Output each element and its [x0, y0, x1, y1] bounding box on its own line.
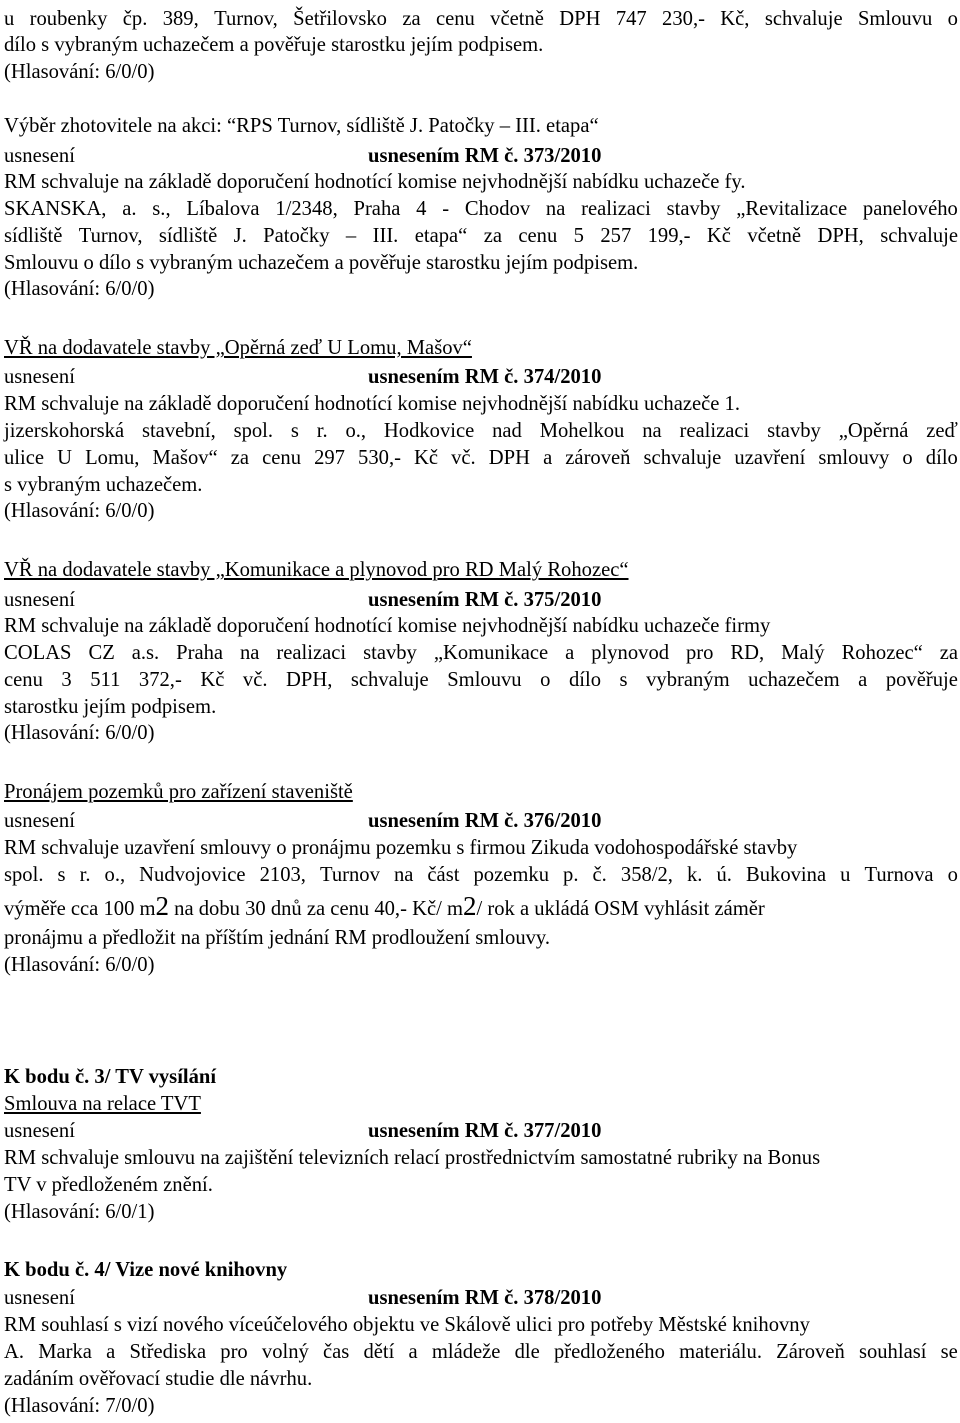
word: U: [57, 447, 72, 469]
text-line: [4, 446, 958, 470]
word: volný: [261, 1341, 309, 1363]
vote-result: (Hlasování: 6/0/0): [4, 722, 155, 744]
text-line: Smlouvu o dílo s vybraným uchazečem a pověřuje starostku jejím podpisem.: [4, 252, 639, 274]
text-line: dílo s vybraným uchazečem a pověřuje starostku jejím podpisem.: [4, 34, 544, 56]
word: ulice: [4, 447, 45, 469]
word: předloženého: [553, 1341, 665, 1363]
word: zároveň: [565, 447, 631, 469]
word: o: [947, 8, 958, 30]
word: část: [427, 864, 460, 886]
word: včetně: [747, 225, 802, 247]
text-line: s vybraným uchazečem.: [4, 474, 203, 496]
word: RD,: [730, 642, 765, 664]
word: spol.: [4, 864, 44, 886]
resolution-label: usnesení: [4, 1120, 75, 1142]
text-line: [4, 7, 958, 31]
text-line: RM schvaluje na základě doporučení hodnotící komise nejvhodnější nabídku uchazeče fy.: [4, 171, 746, 193]
word: DPH: [559, 8, 601, 30]
word: čas: [322, 1341, 350, 1363]
word: roubenky: [29, 8, 108, 30]
word: schvaluje: [350, 669, 429, 691]
word: schvaluje: [764, 8, 843, 30]
resolution-label: usnesení: [4, 145, 75, 167]
text-line: [4, 641, 958, 665]
word: r.: [79, 864, 91, 886]
word: a: [106, 1341, 116, 1363]
word: Lomu,: [85, 447, 140, 469]
resolution-number: usnesením RM č. 378/2010: [368, 1287, 602, 1309]
vote-result: (Hlasování: 6/0/0): [4, 500, 155, 522]
word: dětí: [363, 1341, 395, 1363]
word: 297: [314, 447, 345, 469]
word: Malý: [781, 642, 825, 664]
word: a: [408, 1341, 418, 1363]
resolution-number: usnesením RM č. 377/2010: [368, 1120, 602, 1142]
word: Nudvojovice: [139, 864, 246, 886]
word: Bukovina: [746, 864, 827, 886]
word: dle: [514, 1341, 540, 1363]
word: sídliště: [4, 225, 63, 247]
word: 1/2348,: [275, 198, 338, 220]
resolution-label: usnesení: [4, 810, 75, 832]
word: u: [4, 8, 15, 30]
word: dílo: [925, 447, 958, 469]
word: stavby: [666, 198, 721, 220]
word: Hodkovice: [383, 420, 475, 442]
word: uzavření: [734, 447, 806, 469]
word: mládeže: [431, 1341, 501, 1363]
word: na: [240, 642, 260, 664]
resolution-number: usnesením RM č. 373/2010: [368, 145, 602, 167]
text-fragment: výměře cca 100 m: [4, 898, 156, 920]
text-line: TV v předloženém znění.: [4, 1174, 213, 1196]
word: za: [483, 225, 502, 247]
word: A.: [4, 1341, 25, 1363]
word: 199,-: [647, 225, 691, 247]
word: a: [543, 447, 553, 469]
word: jizerskohorská: [4, 420, 125, 442]
word: nad: [492, 420, 522, 442]
agenda-item-heading: K bodu č. 4/ Vize nové knihovny: [4, 1259, 288, 1281]
word: Marka: [38, 1341, 92, 1363]
word: DPH,: [286, 669, 333, 691]
word: 3: [61, 669, 72, 691]
word: Kč: [200, 669, 225, 691]
resolution-label-row: [4, 365, 602, 389]
resolution-label-row: [4, 809, 602, 833]
word: DPH,: [817, 225, 864, 247]
word: 389,: [162, 8, 199, 30]
resolution-number: usnesením RM č. 375/2010: [368, 589, 602, 611]
resolution-label-row: [4, 1119, 602, 1143]
word: Zároveň: [776, 1341, 845, 1363]
text-line: [4, 668, 958, 692]
word: p.: [563, 864, 579, 886]
vote-result: (Hlasování: 6/0/1): [4, 1201, 155, 1223]
word: Smlouvu: [447, 669, 522, 691]
word: panelového: [862, 198, 958, 220]
word: plynovod: [591, 642, 670, 664]
word: o.,: [104, 864, 126, 886]
text-fragment: na dobu 30 dnů za cenu 40,- Kč/ m: [169, 898, 463, 920]
word: 358/2,: [620, 864, 673, 886]
word: Turnova: [864, 864, 934, 886]
word: schvaluje: [880, 225, 958, 247]
word: na: [545, 198, 566, 220]
resolution-label: usnesení: [4, 589, 75, 611]
word: zeď: [926, 420, 958, 442]
word: pro: [220, 1341, 248, 1363]
word: III.: [372, 225, 399, 247]
word: vybraným: [646, 669, 730, 691]
word: č.: [592, 864, 607, 886]
word: s: [57, 864, 66, 886]
word: za: [402, 8, 421, 30]
word: uchazečem: [748, 669, 840, 691]
word: 530,-: [358, 447, 401, 469]
text-line: zadáním ověřovací studie dle návrhu.: [4, 1368, 313, 1390]
word: Kč: [414, 447, 439, 469]
word: za: [230, 447, 250, 469]
word: u: [840, 864, 851, 886]
word: 5: [573, 225, 584, 247]
word: ú.: [716, 864, 732, 886]
vote-result: (Hlasování: 6/0/0): [4, 278, 155, 300]
word: Líbalova: [186, 198, 260, 220]
word: Kč,: [720, 8, 750, 30]
word: stavby: [767, 420, 821, 442]
section-heading: VŘ na dodavatele stavby „Opěrná zeď U Lomu, Mašov“: [4, 337, 472, 359]
superscript: 2: [155, 891, 170, 921]
word: vč.: [451, 447, 476, 469]
text-line: [4, 224, 958, 248]
resolution-number: usnesením RM č. 374/2010: [368, 366, 602, 388]
word: 372,-: [138, 669, 182, 691]
word: Turnov: [319, 864, 380, 886]
word: pro: [686, 642, 714, 664]
word: 230,-: [662, 8, 705, 30]
word: s: [619, 669, 628, 691]
section-heading: VŘ na dodavatele stavby „Komunikace a plynovod pro RD Malý Rohozec“: [4, 559, 629, 581]
section-heading: Smlouva na relace TVT: [4, 1093, 201, 1115]
word: –: [345, 225, 357, 247]
word: „Opěrná: [838, 420, 909, 442]
word: 4: [416, 198, 427, 220]
text-line: RM schvaluje smlouvu na zajištění televizních relací prostřednictvím samostatné rubriky na Bonus: [4, 1147, 821, 1169]
word: realizaci: [276, 642, 347, 664]
word: čp.: [122, 8, 148, 30]
word: sídliště: [158, 225, 218, 247]
text-line: RM schvaluje na základě doporučení hodnotící komise nejvhodnější nabídku uchazeče 1.: [4, 393, 741, 415]
word: Kč: [706, 225, 731, 247]
word: Smlouvu: [857, 8, 933, 30]
word: -: [442, 198, 450, 220]
word: cenu: [518, 225, 558, 247]
word: pověřuje: [885, 669, 958, 691]
section-heading: Pronájem pozemků pro zařízení staveniště: [4, 781, 353, 803]
word: Patočky: [263, 225, 330, 247]
word: realizaci: [581, 198, 651, 220]
word: pozemku: [473, 864, 549, 886]
word: 257: [600, 225, 632, 247]
resolution-label-row: [4, 144, 602, 168]
word: a: [858, 669, 868, 691]
word: stavby: [363, 642, 417, 664]
text-line: [4, 891, 765, 921]
word: Chodov: [464, 198, 531, 220]
word: materiálu.: [679, 1341, 762, 1363]
word: schvaluje: [643, 447, 722, 469]
word: na: [642, 420, 662, 442]
word: smlouvy: [818, 447, 890, 469]
word: souhlasí: [858, 1341, 927, 1363]
word: na: [393, 864, 414, 886]
word: spol.: [233, 420, 274, 442]
word: Praha: [353, 198, 401, 220]
resolution-number: usnesením RM č. 376/2010: [368, 810, 602, 832]
text-line: [4, 197, 958, 221]
word: o: [947, 864, 958, 886]
text-line: RM schvaluje na základě doporučení hodnotící komise nejvhodnější nabídku uchazeče firmy: [4, 615, 771, 637]
word: a.: [122, 198, 137, 220]
word: SKANSKA,: [4, 198, 107, 220]
resolution-label: usnesení: [4, 1287, 75, 1309]
resolution-label-row: [4, 1286, 602, 1310]
word: Šetřilovsko: [293, 8, 387, 30]
word: s.,: [152, 198, 171, 220]
text-line: [4, 1340, 958, 1364]
word: Mašov“: [152, 447, 218, 469]
word: „Komunikace: [433, 642, 549, 664]
word: cenu: [4, 669, 43, 691]
word: 747: [615, 8, 647, 30]
word: r.: [316, 420, 328, 442]
word: Střediska: [129, 1341, 207, 1363]
vote-result: (Hlasování: 6/0/0): [4, 954, 155, 976]
word: včetně: [490, 8, 544, 30]
word: s: [290, 420, 299, 442]
vote-result: (Hlasování: 7/0/0): [4, 1395, 155, 1417]
word: Turnov,: [78, 225, 143, 247]
word: Turnov,: [214, 8, 278, 30]
word: 2103,: [259, 864, 306, 886]
text-line: pronájmu a předložit na příštím jednání RM prodloužení smlouvy.: [4, 927, 551, 949]
superscript: 2: [463, 891, 477, 921]
word: a: [565, 642, 575, 664]
word: realizaci: [679, 420, 750, 442]
word: DPH: [488, 447, 530, 469]
section-heading: Výběr zhotovitele na akci: “RPS Turnov, sídliště J. Patočky – III. etapa“: [4, 115, 599, 137]
text-line: starostku jejím podpisem.: [4, 696, 217, 718]
word: cenu: [435, 8, 475, 30]
text-line: [4, 419, 958, 443]
text-line: [4, 863, 958, 887]
word: cenu: [262, 447, 301, 469]
word: „Revitalizace: [736, 198, 848, 220]
word: 511: [90, 669, 121, 691]
word: Praha: [176, 642, 224, 664]
word: dílo: [568, 669, 602, 691]
word: etapa“: [414, 225, 468, 247]
word: stavební,: [141, 420, 216, 442]
vote-result: (Hlasování: 6/0/0): [4, 61, 155, 83]
word: J.: [233, 225, 247, 247]
word: o.,: [345, 420, 367, 442]
word: CZ: [88, 642, 115, 664]
text-line: RM schvaluje uzavření smlouvy o pronájmu pozemku s firmou Zikuda vodohospodářské stavby: [4, 837, 798, 859]
word: a.s.: [131, 642, 160, 664]
word: Mohelkou: [539, 420, 625, 442]
text-line: RM souhlasí s vizí nového víceúčelového objektu ve Skálově ulici pro potřeby Městské knihovny: [4, 1314, 810, 1336]
resolution-label: usnesení: [4, 366, 75, 388]
word: o: [902, 447, 913, 469]
word: se: [940, 1341, 958, 1363]
word: COLAS: [4, 642, 72, 664]
word: vč.: [242, 669, 268, 691]
agenda-item-heading: K bodu č. 3/ TV vysílání: [4, 1066, 217, 1088]
text-fragment: / rok a ukládá OSM vyhlásit záměr: [476, 898, 765, 920]
word: za: [939, 642, 958, 664]
word: o: [540, 669, 551, 691]
resolution-label-row: [4, 588, 602, 612]
word: k.: [687, 864, 703, 886]
word: Rohozec“: [841, 642, 923, 664]
